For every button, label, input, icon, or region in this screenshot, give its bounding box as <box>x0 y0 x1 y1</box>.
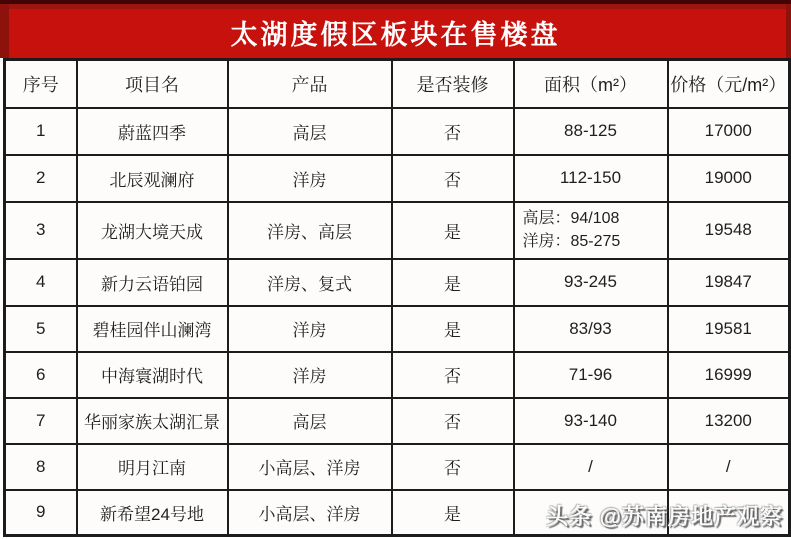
cell-area: 71-96 <box>514 352 668 398</box>
cell-index: 4 <box>5 259 77 306</box>
cell-area: 112-150 <box>514 155 668 202</box>
cell-name: 明月江南 <box>77 444 228 490</box>
cell-name: 新希望24号地 <box>77 490 228 536</box>
cell-decorated: 是 <box>392 490 514 536</box>
col-header-area: 面积（m²） <box>514 60 668 108</box>
cell-index: 2 <box>5 155 77 202</box>
toutiao-watermark: 头条 @苏南房地产观察 <box>546 504 783 529</box>
cell-price <box>668 490 790 536</box>
table-row <box>5 352 790 398</box>
cell-name: 新力云语铂园 <box>77 259 228 306</box>
col-header-index: 序号 <box>5 60 77 108</box>
cell-decorated: 是 <box>392 259 514 306</box>
cell-name: 龙湖大境天成 <box>77 202 228 259</box>
col-header-decorated: 是否装修 <box>392 60 514 108</box>
cell-decorated: 否 <box>392 444 514 490</box>
cell-area <box>514 490 668 536</box>
cell-price: 17000 <box>668 108 790 155</box>
cell-index: 3 <box>5 202 77 259</box>
cell-product: 洋房 <box>228 306 392 352</box>
cell-area: 83/93 <box>514 306 668 352</box>
table-body <box>5 108 790 536</box>
table-row <box>5 202 790 259</box>
cell-price: 19581 <box>668 306 790 352</box>
table-row <box>5 108 790 155</box>
cell-price: 16999 <box>668 352 790 398</box>
table-wrapper <box>0 58 791 537</box>
cell-decorated: 是 <box>392 306 514 352</box>
cell-area: / <box>514 444 668 490</box>
cell-decorated: 否 <box>392 155 514 202</box>
cell-product: 洋房 <box>228 352 392 398</box>
table-row <box>5 155 790 202</box>
cell-price: 13200 <box>668 398 790 444</box>
table-row <box>5 259 790 306</box>
cell-index: 9 <box>5 490 77 536</box>
cell-index: 5 <box>5 306 77 352</box>
cell-decorated: 否 <box>392 352 514 398</box>
cell-product: 小高层、洋房 <box>228 490 392 536</box>
table-row <box>5 306 790 352</box>
cell-decorated: 否 <box>392 398 514 444</box>
cell-price: 19548 <box>668 202 790 259</box>
cell-name: 华丽家族太湖汇景 <box>77 398 228 444</box>
title-banner <box>0 0 791 58</box>
col-header-product: 产品 <box>228 60 392 108</box>
cell-area-line: 洋房：85-275 <box>522 233 621 250</box>
cell-area: 93-245 <box>514 259 668 306</box>
cell-name: 中海寰湖时代 <box>77 352 228 398</box>
cell-price: 19847 <box>668 259 790 306</box>
cell-name: 蔚蓝四季 <box>77 108 228 155</box>
cell-product: 高层 <box>228 398 392 444</box>
cell-name: 碧桂园伴山澜湾 <box>77 306 228 352</box>
cell-index: 1 <box>5 108 77 155</box>
cell-area-line: 高层：94/108 <box>522 209 620 227</box>
table-header-row <box>5 60 790 108</box>
cell-price: 19000 <box>668 155 790 202</box>
table-row <box>5 490 790 536</box>
col-header-name: 项目名 <box>77 60 228 108</box>
listings-table <box>3 58 791 537</box>
cell-name: 北辰观澜府 <box>77 155 228 202</box>
cell-product: 洋房、复式 <box>228 259 392 306</box>
cell-index: 8 <box>5 444 77 490</box>
cell-decorated: 否 <box>392 108 514 155</box>
cell-product: 高层 <box>228 108 392 155</box>
cell-product: 洋房、高层 <box>228 202 392 259</box>
cell-product: 小高层、洋房 <box>228 444 392 490</box>
cell-area <box>514 202 668 259</box>
cell-index: 7 <box>5 398 77 444</box>
cell-price: / <box>668 444 790 490</box>
col-header-price: 价格（元/m²） <box>668 60 790 108</box>
cell-product: 洋房 <box>228 155 392 202</box>
table-row <box>5 398 790 444</box>
cell-index: 6 <box>5 352 77 398</box>
cell-decorated: 是 <box>392 202 514 259</box>
page-title: 太湖度假区板块在售楼盘 <box>230 19 561 50</box>
cell-area: 88-125 <box>514 108 668 155</box>
table-row <box>5 444 790 490</box>
cell-area: 93-140 <box>514 398 668 444</box>
